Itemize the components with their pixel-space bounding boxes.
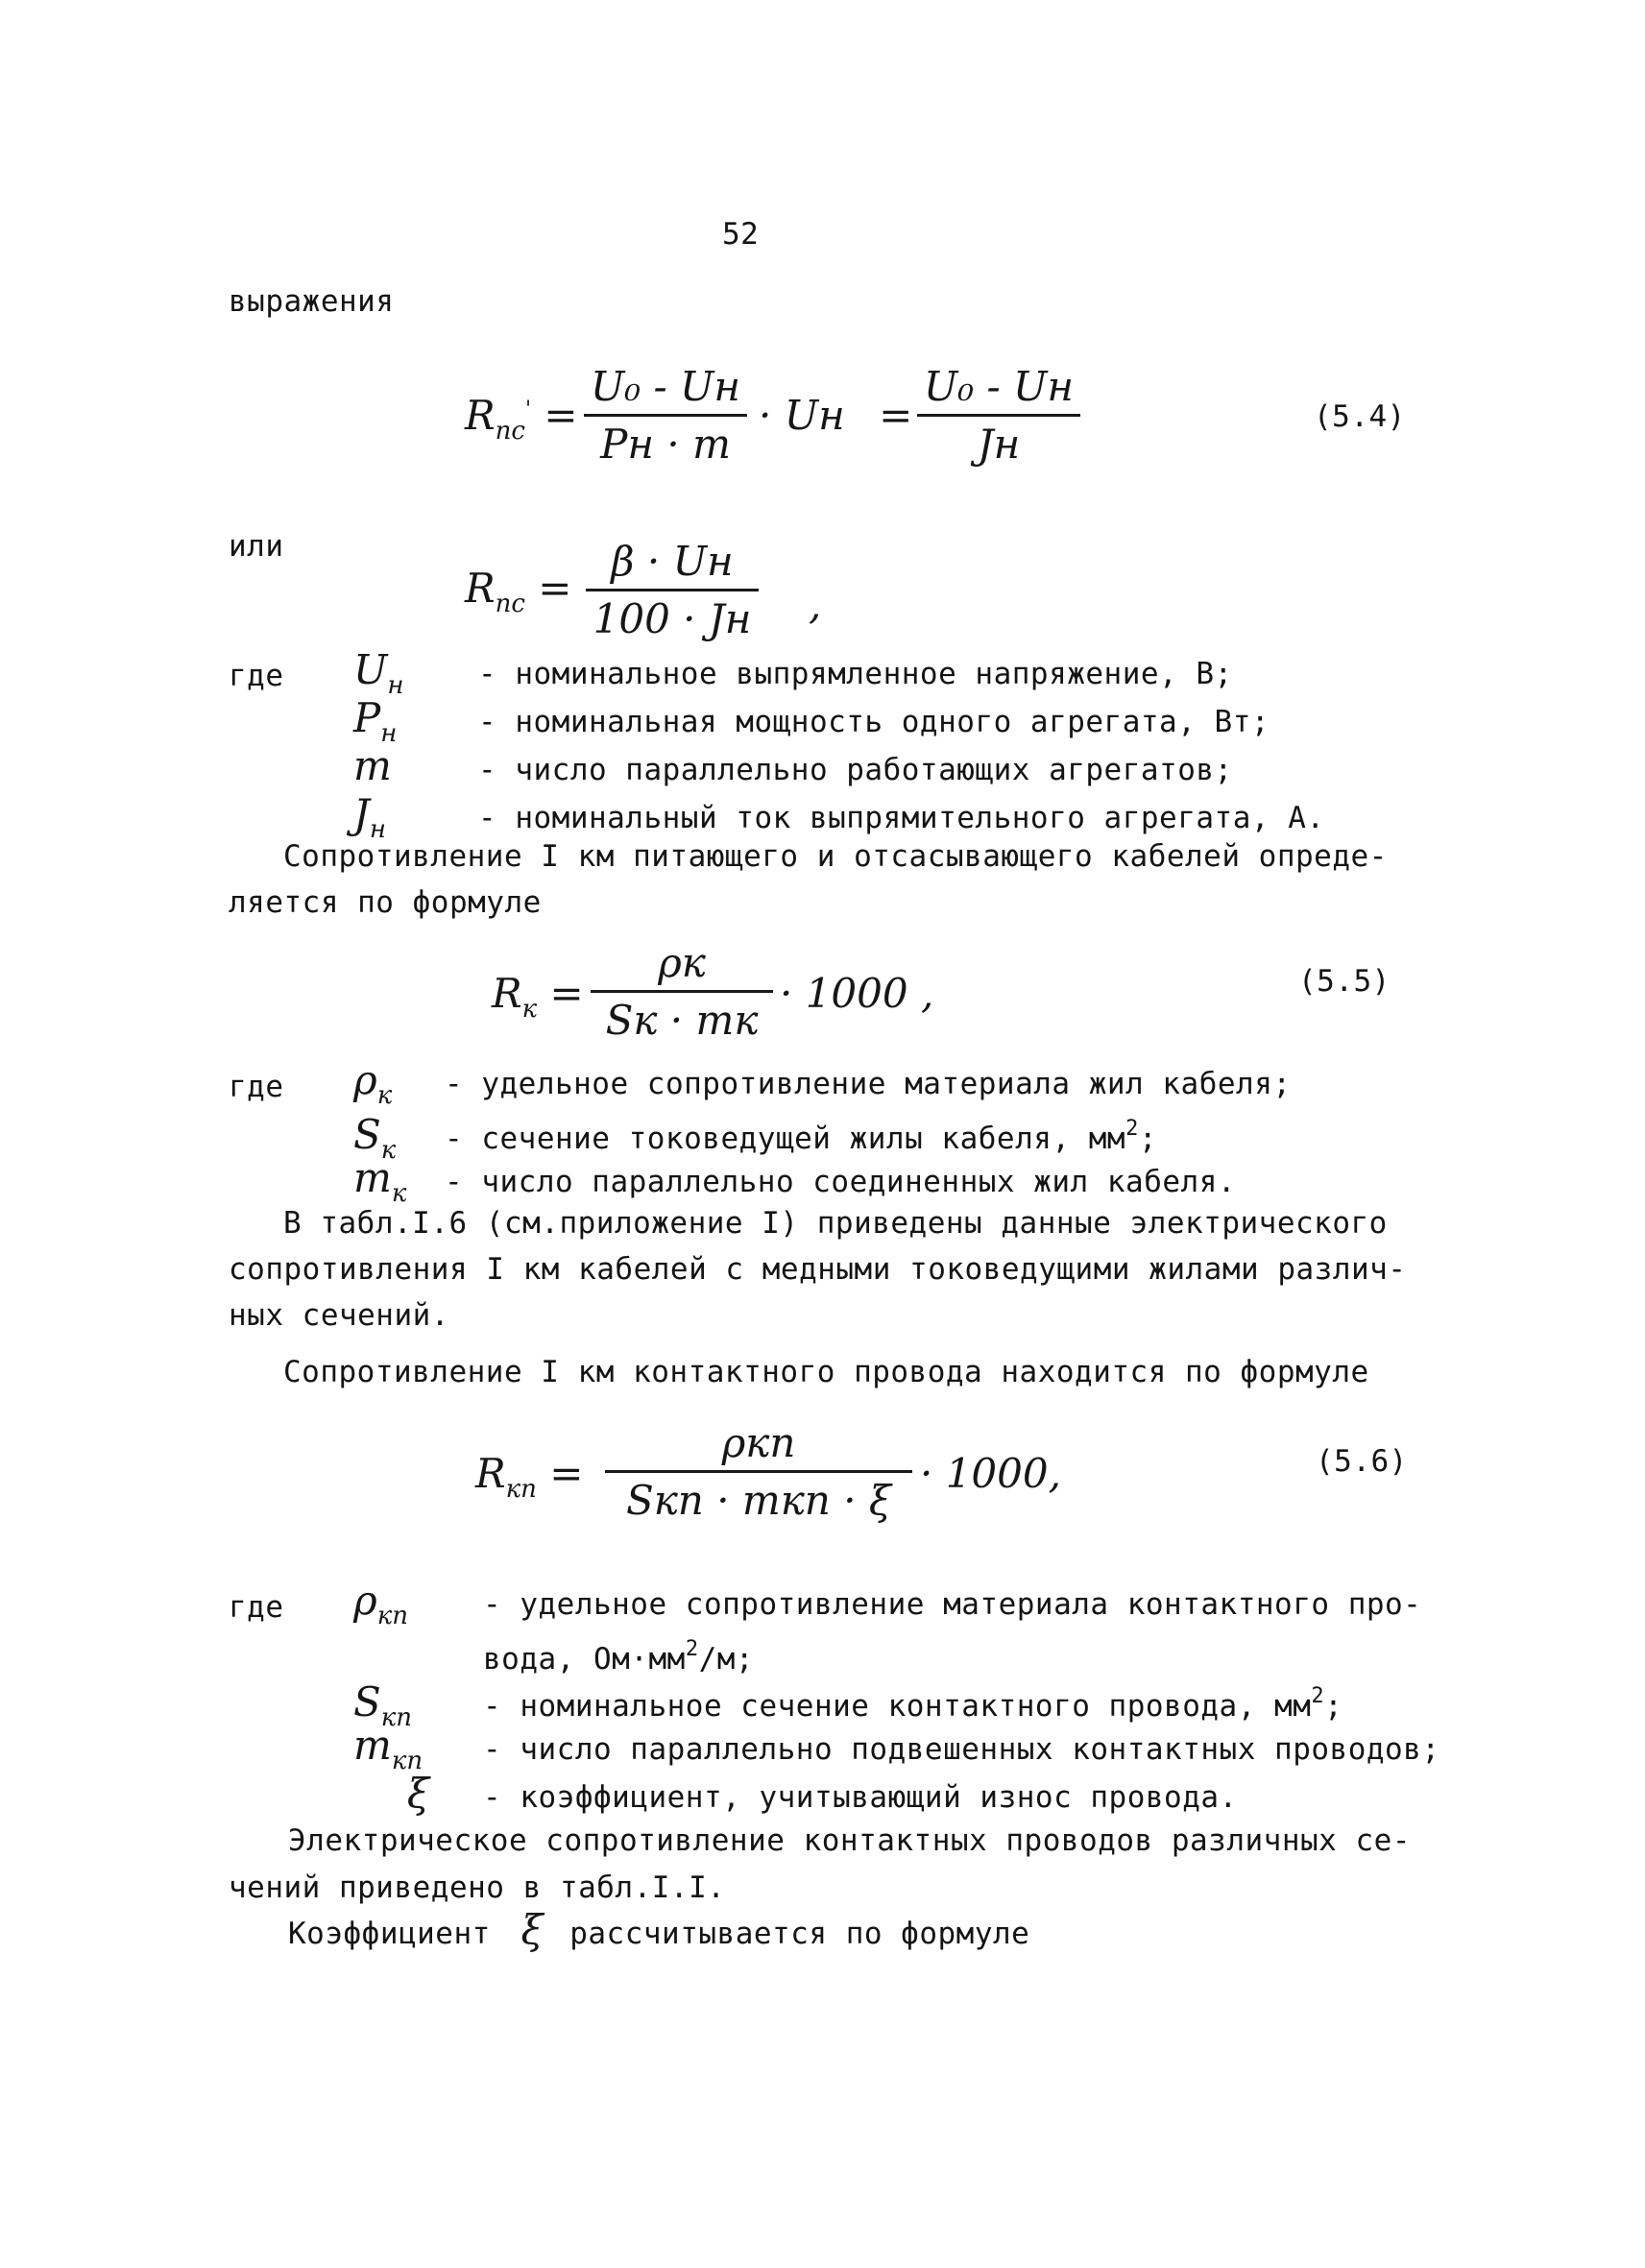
definition-row: $\rho_к$ - удельное сопротивление материала жил кабеля; bbox=[353, 1056, 1292, 1110]
formula-5-4-fraction-2: U₀ - Uн Jн bbox=[917, 363, 1080, 468]
equation-number-5-4: (5.4) bbox=[1314, 399, 1406, 434]
intro-word: выражения bbox=[229, 284, 395, 319]
formula-alt-lhs: $R_{пс}$ = bbox=[465, 565, 572, 618]
formula-5-5-tail: · 1000 , bbox=[780, 970, 934, 1017]
formula-5-5-lhs: $R_к$ = bbox=[492, 970, 584, 1024]
definition-row: ξ - коэффициент, учитывающий износ провода. bbox=[406, 1770, 1238, 1817]
paragraph-line: Электрическое сопротивление контактных проводов различных се- bbox=[288, 1823, 1411, 1858]
paragraph-line: сопротивления I км кабелей с медными токоведущими жилами различ- bbox=[229, 1252, 1407, 1287]
definition-row: $S_{кп}$ - номинальное сечение контактного провода, мм2; bbox=[353, 1678, 1343, 1732]
formula-5-4-multiplier: · Uн = bbox=[759, 392, 913, 439]
paragraph-line: ных сечений. bbox=[229, 1298, 449, 1333]
where-word: где bbox=[229, 1590, 284, 1625]
page-number: 52 bbox=[722, 217, 760, 252]
equation-number-5-6: (5.6) bbox=[1316, 1444, 1408, 1479]
definition-row: $U_н$ - номинальное выпрямленное напряжение, В; bbox=[353, 646, 1233, 700]
definition-row: $m_к$ - число параллельно соединенных жил кабеля. bbox=[353, 1154, 1237, 1208]
formula-5-4-fraction-1: U₀ - Uн Pн · m bbox=[584, 363, 747, 468]
paragraph-line: В табл.I.6 (см.приложение I) приведены данные электрического bbox=[283, 1206, 1388, 1241]
definition-row: $S_к$ - сечение токоведущей жилы кабеля, мм2; bbox=[353, 1111, 1157, 1165]
formula-alt-fraction: β · Uн 100 · Jн bbox=[586, 538, 759, 642]
paragraph-line: чений приведено в табл.I.I. bbox=[229, 1870, 726, 1905]
paragraph-line: Сопротивление I км контактного провода находится по формуле bbox=[283, 1355, 1369, 1389]
paragraph-line: ляется по формуле bbox=[229, 885, 542, 920]
where-word: где bbox=[229, 659, 284, 693]
definition-row: $m_{кп}$ - число параллельно подвешенных контактных проводов; bbox=[353, 1722, 1440, 1775]
formula-5-6-lhs: $R_{кп}$ = bbox=[475, 1450, 584, 1504]
formula-5-6-fraction: ρкп Sкп · mкп · ξ bbox=[605, 1419, 912, 1524]
formula-5-5-fraction: ρк Sк · mк bbox=[591, 939, 773, 1044]
last-line: Коэффициент ξ рассчитывается по формуле bbox=[288, 1906, 1030, 1953]
definition-row: $J_н$ - номинальный ток выпрямительного агрегата, А. bbox=[353, 790, 1325, 844]
formula-5-6-tail: · 1000, bbox=[920, 1450, 1061, 1497]
definition-row: $\rho_{кп}$ - удельное сопротивление материала контактного про- bbox=[353, 1577, 1422, 1630]
definition-continuation: вода, Ом·мм2/м; bbox=[483, 1637, 755, 1677]
formula-alt-comma: , bbox=[809, 581, 822, 628]
xi-symbol: ξ bbox=[520, 1906, 544, 1953]
formula-5-4-lhs: $R_{пс}'$ = bbox=[465, 392, 578, 446]
equation-number-5-5: (5.5) bbox=[1298, 964, 1391, 999]
definition-row: $P_н$ - номинальная мощность одного агрегата, Вт; bbox=[353, 694, 1270, 748]
definition-row: m - число параллельно работающих агрегатов; bbox=[353, 742, 1233, 789]
or-word: или bbox=[229, 529, 284, 564]
where-word: где bbox=[229, 1070, 284, 1104]
paragraph-line: Сопротивление I км питающего и отсасывающего кабелей опреде- bbox=[283, 839, 1388, 874]
